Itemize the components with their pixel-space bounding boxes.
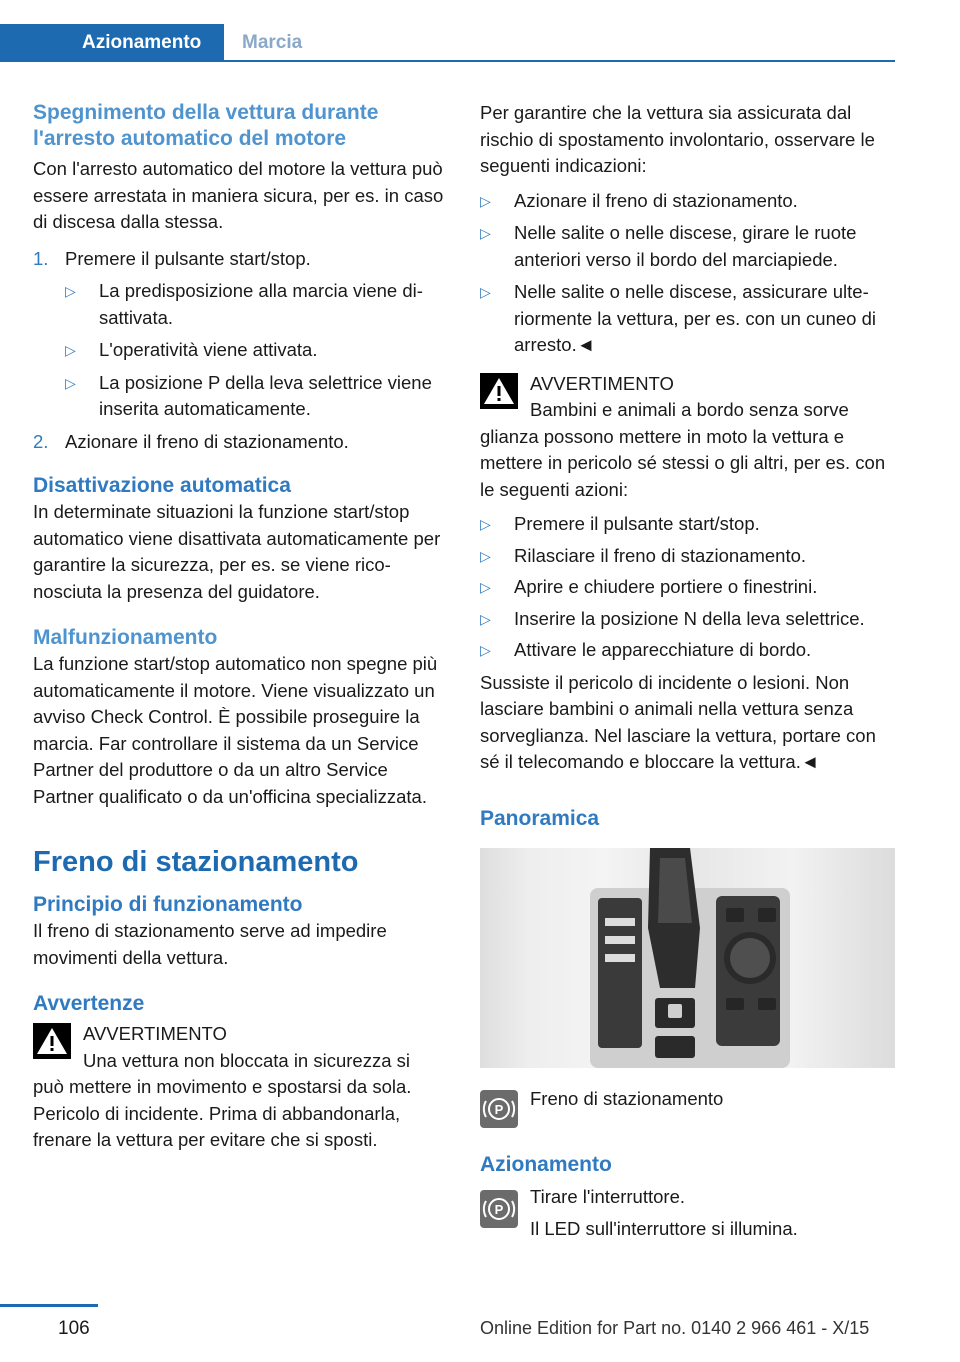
list-item xyxy=(480,574,896,601)
section-title-auto-disable: Disattivazione automatica xyxy=(33,474,291,497)
list-item xyxy=(480,606,896,633)
substep-text: La posizione P della leva selettrice viene inserita automaticamente. xyxy=(99,371,432,419)
parking-brake-icon xyxy=(480,1090,518,1128)
bullet-text: Inserire la posizione N della leva selettrice. xyxy=(514,607,865,629)
step-text: Azionare il freno di stazionamento. xyxy=(65,430,349,452)
triangle-bullet-icon: ▷ xyxy=(480,192,491,209)
paragraph-principle: Il freno di stazionamento serve ad impedire movimenti della vettura. xyxy=(33,920,387,968)
bullet-text: Attivare le apparecchiature di bordo. xyxy=(514,639,812,660)
operation-step: Tirare l'interruttore. xyxy=(530,1185,686,1207)
risk-action-list xyxy=(480,511,896,664)
bullet-text: Premere il pulsante start/stop. xyxy=(514,513,760,534)
triangle-bullet-icon: ▷ xyxy=(480,547,491,564)
chapter-tabs xyxy=(0,24,895,62)
bullet-text: Rilasciare il freno di stazionamento. xyxy=(514,544,807,566)
section-title-warnings: Avvertenze xyxy=(33,992,145,1015)
operation-result: Il LED sull'interruttore si illumina. xyxy=(530,1218,798,1239)
precaution-list xyxy=(480,188,896,359)
triangle-bullet-icon: ▷ xyxy=(480,642,491,658)
warning-label: AVVERTIMENTO xyxy=(530,372,674,394)
right-column xyxy=(480,100,896,1243)
section-title-stop: Spegnimento della vettura durante l'arresto automatico del motore xyxy=(33,101,379,150)
left-column xyxy=(33,100,453,1154)
chapter-title: Freno di stazionamento xyxy=(33,846,359,878)
section-title-principle: Principio di funzionamento xyxy=(33,893,303,916)
triangle-bullet-icon: ▷ xyxy=(480,516,491,532)
operation-block xyxy=(480,1184,896,1243)
svg-text:P: P xyxy=(494,1201,504,1217)
warning-triangle-icon xyxy=(480,373,518,409)
list-item xyxy=(480,511,896,538)
substep-text: L'operatività viene attivata. xyxy=(99,339,318,360)
triangle-bullet-icon: ▷ xyxy=(480,610,491,627)
warning-label: AVVERTIMENTO xyxy=(83,1023,227,1044)
paragraph-auto-disable: In determinate situazioni la funzione start/stop automatico viene disattivata automaticamente per garantire la sicurezza, per es. se viene riconosciuta la presenza del guidatore. xyxy=(33,501,441,602)
bullet-text: Aprire e chiudere portiere o finestrini. xyxy=(514,576,818,597)
section-title-overview: Panoramica xyxy=(480,806,600,830)
triangle-bullet-icon: ▷ xyxy=(480,225,491,241)
list-item xyxy=(33,429,453,456)
warning-first-line: Una vettura non bloccata in sicurezza si xyxy=(83,1049,411,1071)
tab-marcia[interactable]: Marcia xyxy=(242,32,303,53)
triangle-bullet-icon: ▷ xyxy=(480,284,491,300)
caption-row xyxy=(480,1086,896,1130)
paragraph-stop: Con l'arresto automatico del motore la vettura può essere arrestata in maniera sicura, per es. in caso di discesa dalla stessa. xyxy=(33,158,444,232)
bullet-text: Azionare il freno di stazionamento. xyxy=(514,189,798,211)
tab-azionamento[interactable]: Azionamento xyxy=(0,24,224,62)
console-illustration xyxy=(480,848,895,1068)
section-title-operation: Azionamento xyxy=(480,1152,612,1176)
list-item xyxy=(65,337,453,364)
footer-rule xyxy=(0,1304,98,1307)
step-number: 1. xyxy=(33,247,49,269)
warning-block xyxy=(33,1021,453,1154)
list-item xyxy=(480,637,896,664)
bullet-text: Nelle salite o nelle discese, assicurare ulteriormente la vettura, per es. con un cuneo di arresto.◄ xyxy=(514,281,876,355)
paragraph-risk: Sussiste il pericolo di incidente o lesioni. Non lasciare bambini o animali nella vettura senza sorveglianza. Nel lasciare la vettura, portare con sé il telecomando e bloccare la vettura.◄ xyxy=(480,671,876,772)
header-rule xyxy=(0,60,895,62)
substep-text: La predisposizione alla marcia viene disattivata. xyxy=(99,280,423,328)
triangle-bullet-icon: ▷ xyxy=(65,374,76,391)
warning-text: glianza possono mettere in moto la vettura e mettere in pericolo sé stessi o gli altri, per es. con le seguenti azioni: xyxy=(480,425,886,500)
paragraph-malfunction: La funzione start/stop automatico non spegne più automaticamente il motore. Viene visualizzato un avviso Check Control. È possibile proseguire la marcia. Far controllare il sistema da un Service Partner del produttore o da un altro Service Partner qualificato o da un'officina specializzata. xyxy=(33,653,438,807)
list-item xyxy=(33,246,453,423)
image-caption: Freno di stazionamento xyxy=(530,1087,724,1109)
triangle-bullet-icon: ▷ xyxy=(480,579,491,595)
svg-text:P: P xyxy=(494,1101,504,1117)
section-title-malfunction: Malfunzionamento xyxy=(33,626,218,649)
warning-block xyxy=(480,371,896,504)
list-item xyxy=(65,278,453,331)
triangle-bullet-icon: ▷ xyxy=(65,342,76,358)
warning-text: può mettere in movimento e spostarsi da sola. Pericolo di incidente. Prima di abbandonarla, frenare la vettura per evitare che si sposti. xyxy=(33,1076,412,1150)
list-item xyxy=(480,279,896,359)
parking-brake-icon xyxy=(480,1190,518,1228)
step-number: 2. xyxy=(33,430,49,452)
paragraph-intro: Per garantire che la vettura sia assicurata dal rischio di spostamento involontario, osservare le seguenti indicazioni: xyxy=(480,102,875,176)
warning-triangle-icon xyxy=(33,1023,71,1059)
substep-list xyxy=(65,278,453,423)
bullet-text: Nelle salite o nelle discese, girare le ruote anteriori verso il bordo del marciapiede. xyxy=(514,222,857,270)
triangle-bullet-icon: ▷ xyxy=(65,283,76,299)
list-item xyxy=(480,543,896,570)
list-item xyxy=(480,220,896,273)
list-item xyxy=(65,370,453,423)
center-console-image xyxy=(480,848,895,1068)
edition-note: Online Edition for Part no. 0140 2 966 461 - X/15 xyxy=(480,1318,870,1338)
warning-first-line: Bambini e animali a bordo senza sorve xyxy=(530,399,849,420)
step-list xyxy=(33,246,453,456)
page-number: 106 xyxy=(58,1318,90,1339)
step-text: Premere il pulsante start/stop. xyxy=(65,247,311,269)
list-item xyxy=(480,188,896,215)
